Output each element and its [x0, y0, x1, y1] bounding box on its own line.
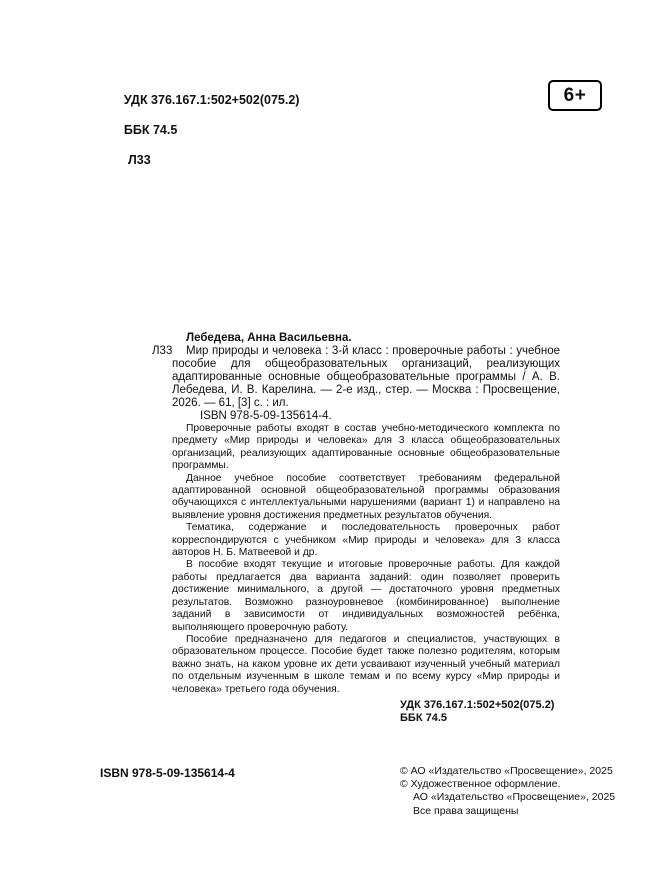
bbk-code-bottom: ББК 74.5 — [400, 712, 447, 725]
annotation-section — [172, 423, 560, 696]
hanging-author-sign: Л33 — [152, 345, 173, 357]
udk-code-bottom: УДК 376.167.1:502+502(075.2) — [400, 698, 555, 711]
annotation-paragraph: В пособие входят текущие и итоговые проверочные работы. Для каждой работы предлагается два варианта заданий: один позволяет проверить достижение минимального, а другой — достаточного уровня предметных результатов. Возможно разноуровневое (комбинированное) выполнение заданий в зависимости от индивидуальных возможностей ребёнка, выполняющего проверочную работу. — [172, 559, 560, 633]
copyright-block — [400, 765, 615, 818]
copyright-line: АО «Издательство «Просвещение», 2025 — [413, 791, 616, 804]
author-sign-code: Л33 — [128, 153, 151, 167]
copyright-line: © Художественное оформление. — [400, 778, 561, 791]
footer-isbn: ISBN 978-5-09-135614-4 — [100, 766, 235, 780]
bbk-code: ББК 74.5 — [123, 123, 178, 137]
classification-codes-bottom — [400, 699, 560, 726]
copyright-line: Все права защищены — [413, 804, 519, 817]
annotation-paragraph: Тематика, содержание и последовательность проверочных работ корреспондируются с учебником «Мир природы и человека» для 3 класса авторов Н. Б. Матвеевой и др. — [172, 522, 560, 559]
annotation-paragraph: Проверочные работы входят в состав учебно-методического комплекта по предмету «Мир природы и человека» для 3 класса общеобразовательных организаций, реализующих адаптированные основные общеобразовательные программы. — [172, 423, 560, 472]
isbn-catalog-line: ISBN 978-5-09-135614-4. — [200, 410, 332, 422]
bibliographic-entry — [152, 345, 560, 410]
author-heading: Лебедева, Анна Васильевна. — [186, 332, 352, 344]
bibliographic-description: Мир природы и человека : 3-й класс : проверочные работы : учебное пособие для общеобразовательных организаций, реализующих адаптированные основные общеобразовательные программы / А. В. Лебедева, И. В. Карелина. — 2-е изд., стер. — Москва : Просвещение, 2026. — 61, [3] с. : ил. — [172, 345, 560, 409]
copyright-line: © АО «Издательство «Просвещение», 2025 — [400, 765, 613, 777]
catalog-block — [152, 332, 560, 726]
age-rating-label: 6+ — [563, 84, 587, 106]
annotation-paragraph: Данное учебное пособие соответствует требованиям федеральной адаптированной основной общеобразовательной программы образования обучающихся с интеллектуальными нарушениями (вариант 1) и направлено на выявление уровня достижения предметных результатов обучения. — [172, 472, 560, 521]
udk-code: УДК 376.167.1:502+502(075.2) — [123, 93, 300, 107]
classification-codes — [110, 78, 299, 198]
annotation-paragraph: Пособие предназначено для педагогов и специалистов, участвующих в образовательном процессе. Пособие будет также полезно родителям, которым важно знать, на каком уровне их дети усваивают изученный учебный материал по отдельным изученным в школе темам и по всему курсу «Мир природы и человека» третьего года обучения. — [172, 633, 560, 695]
age-rating-badge — [548, 80, 602, 111]
